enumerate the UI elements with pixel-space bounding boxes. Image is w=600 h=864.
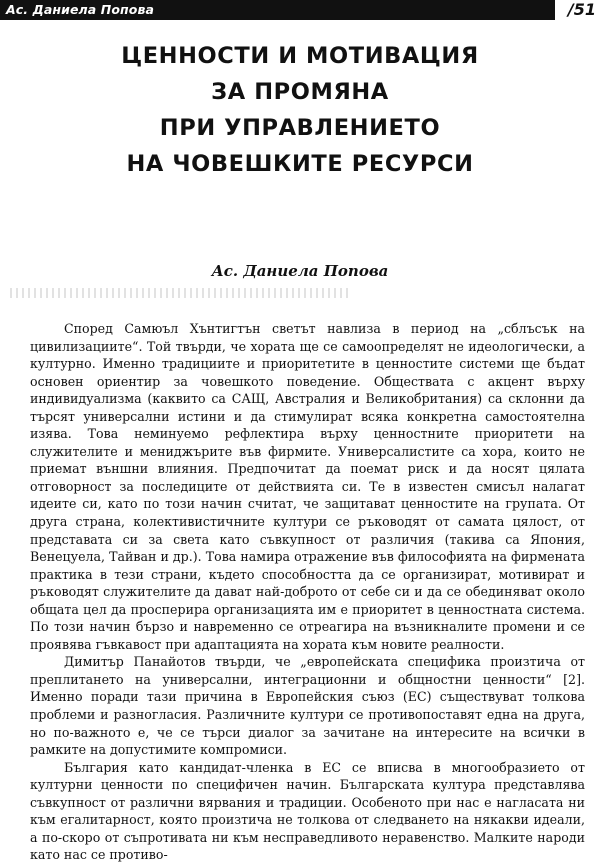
title-line: ПРИ УПРАВЛЕНИЕТО — [159, 115, 441, 141]
body-paragraph: България като кандидат-членка в ЕС се вписва в многообразието от културни ценности по специфичен начин. Българската култура представлява съвкупност от различни вярвания и традиции. Особеното при нас е нагласата ни към егалитарност, която произтича не толкова от следването на някакви идеали, а по-скоро от съпротивата ни към несправедливото неравенство. Малките народи като нас се противо- — [30, 759, 585, 863]
article-title — [40, 38, 560, 182]
title-line: ЗА ПРОМЯНА — [211, 79, 389, 105]
title-line: ЦЕННОСТИ И МОТИВАЦИЯ — [121, 43, 479, 69]
body-paragraph: Според Самюъл Хънтигтън светът навлиза в период на „сблъсък на цивилизациите“. Той твърди, че хората ще се самоопределят не идеологически, а културно. Именно традициите и приоритетите в ценностите системи ще бъдат основен ориентир за човешкото поведение. Обществата с акцент върху индивидуализма (каквито са САЩ, Австралия и Великобритания) са склонни да търсят универсални истини и да стимулират всяка конкретна самостоятелна изява. Това неминуемо рефлектира върху ценностните приоритети на служителите и мениджърите във фирмите. Универсалистите са хора, които не приемат външни влияния. Предпочитат да поемат риск и да носят цялата отговорност за последиците от действията си. Те в известен смисъл налагат идеите си, като по този начин считат, че защитават ценностите на групата. От друга страна, колективистичните култури се ръководят от самата цялост, от представата си за света като съвкупност от различия (такива са Япония, Венецуела, Тайван и др.). Това намира отражение във философията на фирмената практика в тези страни, където способността да се организират, мотивират и ръководят служителите да дават най-доброто от себе си и да се обединяват около общата цел да просперира организацията им е приоритет в ценностната система. По този начин бързо и навременно се отреагира на възникналите промени и се проявява гъвкавост при адаптацията на хората към новите реалности. — [30, 321, 585, 652]
page-number: /51 — [567, 0, 596, 19]
article-author: Ас. Даниела Попова — [211, 262, 389, 280]
body-paragraph: Димитър Панайотов твърди, че „европейската специфика произтича от преплитането на универсални, интеграционни и общностни ценности“ [2]. Именно поради тази причина в Европейския съюз (ЕС) съществуват толкова проблеми и разногласия. Различните култури се противопоставят една на друга, но по-важното е, че се търси диалог за зачитане на интересите на всички в рамките на допустимите компромиси. — [30, 654, 585, 758]
page-header — [0, 0, 600, 22]
title-line: НА ЧОВЕШКИТЕ РЕСУРСИ — [126, 151, 474, 177]
article-body — [30, 320, 585, 864]
running-header-author: Ас. Даниела Попова — [6, 2, 154, 17]
running-header-bar — [0, 0, 555, 20]
scan-noise-strip — [10, 288, 350, 298]
